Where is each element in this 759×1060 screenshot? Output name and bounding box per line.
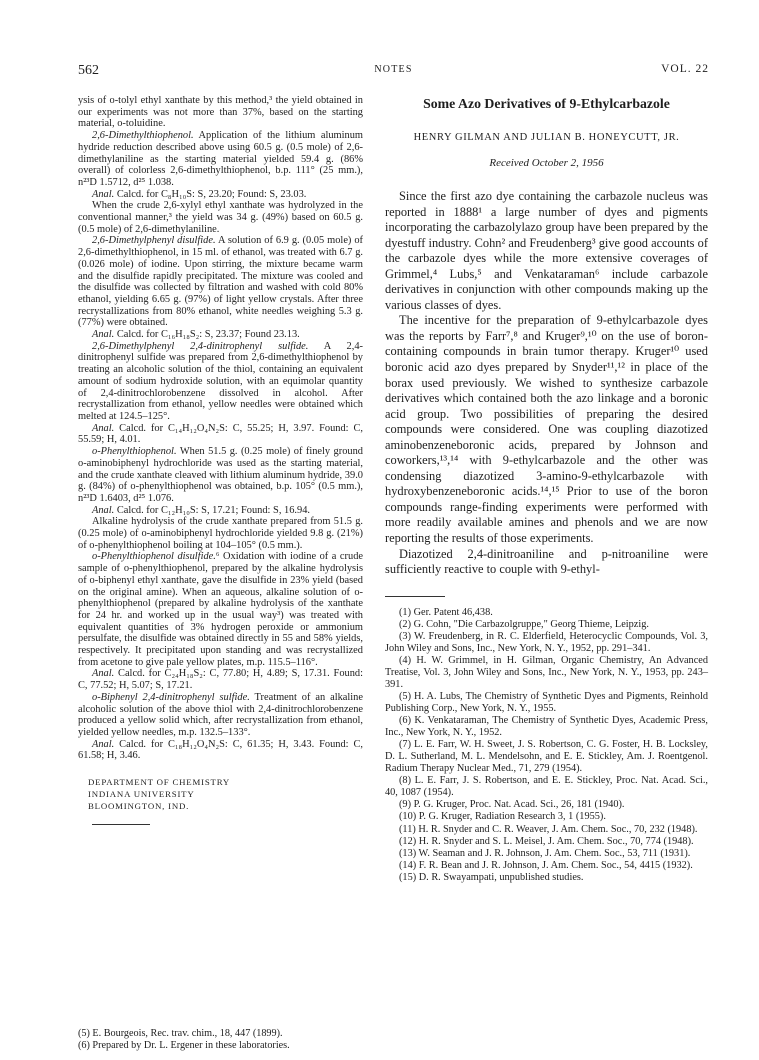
anal-label: Anal. (92, 329, 115, 341)
reference-item: (10) P. G. Kruger, Radiation Research 3, 1 (1955). (399, 811, 606, 823)
reference-item: (12) H. R. Snyder and S. L. Meisel, J. Am. Chem. Soc., 70, 774 (1948). (399, 835, 694, 847)
analysis-line (78, 189, 363, 201)
anal-label: Anal. (92, 188, 115, 200)
paragraph-body: Treatment of an alkaline alcoholic solution of the above thiol with 2,4-dinitrochlorobenzene produced a yellow solid which, after recrystallization from ethanol, yielded yellow needles, m.p. 132.5–133°. (78, 691, 363, 738)
paragraph-dimethylphenyl-disulfide (78, 235, 363, 329)
analysis-body: Calcd. for C₁₄H₁₂O₄N₂S: C, 55.25; H, 3.97. Found: C, 55.59; H, 4.01. (78, 422, 363, 446)
paragraph-phenylthiophenol-disulfide (78, 551, 363, 668)
article-title: Some Azo Derivatives of 9-Ethylcarbazole (423, 96, 670, 111)
received-date: Received October 2, 1956 (489, 157, 604, 169)
affiliation-line: DEPARTMENT OF CHEMISTRY (88, 777, 231, 788)
body-paragraph: Diazotized 2,4-dinitroaniline and p-nitroaniline were sufficiently reactive to couple with 9-ethyl- (385, 546, 708, 577)
paragraph-body: A 2,4-dinitrophenyl sulfide was prepared from 2,6-dimethylthiophenol by treating an alcoholic solution of the thiol, containing an equivalent amount of sodium hydroxide solution, with an equimolar quantity of 2,4-dinitrochlorobenzene dissolved in alcohol. After recrystallization from ethanol, yellow needles were obtained which melted at 124.5–125°. (78, 340, 363, 422)
analysis-body: Calcd. for C₁₂H₁₀S: S, 17.21; Found: S, 16.94. (114, 504, 310, 516)
reference-item: (7) L. E. Farr, W. H. Sweet, J. S. Robertson, C. G. Foster, H. B. Locksley, D. L. Sutherland, M. L. Mendelsohn, and E. E. Stickley, Am. J. Roentgenol. Radium Therapy Nuclear Med., 71, 279 (1954). (385, 739, 708, 775)
section-head: 2,6-Dimethylthiophenol. (92, 130, 194, 142)
page-number: 562 (78, 63, 99, 78)
analysis-line (78, 505, 363, 517)
article-authors: HENRY GILMAN AND JULIAN B. HONEYCUTT, JR. (413, 132, 680, 143)
analysis-line (78, 668, 363, 691)
right-column (385, 95, 708, 884)
section-head: o-Biphenyl 2,4-dinitrophenyl sulfide. (92, 691, 250, 703)
body-paragraph: The incentive for the preparation of 9-ethylcarbazole dyes was the reports by Farr⁷,⁸ and Kruger⁹,¹⁰ on the use of boron-containing compounds in brain tumor therapy. Kruger¹⁰ used boronic acid azo dyes prepared by Snyder¹¹,¹² in place of the borax used previously. We wished to synthesize carbazole derivatives which contained both the azo linkage and a boronic acid group. Two possibilities of preparing the desired compounds were considered. One was coupling diazotized aminobenzeneboronic acids, prepared by Johnson and coworkers,¹³,¹⁴ with 9-ethylcarbazole and the other was condensing diazotized 3-amino-9-ethylcarbazole with hydroxybenzeneboronic acids.¹⁴,¹⁵ Prior to use of the boron compounds range-finding experiments were performed with more readily available amines and phenols and we are now reporting the results of those experiments. (385, 313, 708, 546)
reference-item: (13) W. Seaman and J. R. Johnson, J. Am. Chem. Soc., 53, 711 (1931). (399, 847, 691, 859)
paragraph-body: ⁶ Oxidation with iodine of a crude sample of o-phenylthiophenol, prepared by the alkaline hydrolysis of o-biphenyl ethyl xanthate, gave the disulfide in 23% yield (based on the original amine). When an aqueous, alkaline solution of o-phenylthiophenol (prepared by alkaline hydrolysis of the xanthate for 24 hr. and worked up in the usual way³) was treated with equivalent quantities of 3% hydrogen peroxide or ammonium persulfate, the disulfide was obtained directly in 55 and 58% yields, respectively. It precipitated upon standing and was recrystallized from acetone to give pale yellow plates, m.p. 115.5–116°. (78, 551, 363, 668)
reference-item: (8) L. E. Farr, J. S. Robertson, and E. E. Stickley, Proc. Nat. Acad. Sci., 40, 1087 (1954). (385, 775, 708, 799)
analysis-body: Calcd. for C₁₆H₁₈S₂: S, 23.37; Found 23.13. (114, 329, 300, 341)
analysis-line (78, 423, 363, 446)
reference-item: (6) K. Venkataraman, The Chemistry of Synthetic Dyes, Academic Press, Inc., New York, N. Y., 1952. (385, 715, 708, 739)
anal-label: Anal. (92, 504, 115, 516)
body-paragraph: Since the first azo dye containing the carbazole nucleus was reported in 1888¹ a large number of dyes and pigments incorporating the carbazolylazo group have been prepared by the dyestuff industry. Cohn² and Freudenberg³ give good accounts of the carbazole dyes while the more extensive coverages of Grimmel,⁴ Lubs,⁵ and Venkataraman⁶ include carbazole derivatives in conjunction with other compounds making up the various classes of dyes. (385, 189, 708, 312)
paragraph-body: A solution of 6.9 g. (0.05 mole) of 2,6-dimethylthiophenol, in 15 ml. of ethanol, was treated with 6.7 g. (0.026 mole) of iodine. Upon stirring, the mixture became warm and the disulfide rapidly precipitated. The mixture was cooled and the disulfide was collected by filtration and washed with cold 80% ethanol, yielding 6.65 g. (97%) of light yellow crystals. After three recrystallizations from 80% ethanol, white needles weighing 5.3 g. (77%) were obtained. (78, 235, 363, 329)
reference-item: (4) H. W. Grimmel, in H. Gilman, Organic Chemistry, An Advanced Treatise, Vol. 3, John Wiley and Sons, Inc., New York, N. Y., 1953, pp. 243–391. (385, 654, 708, 690)
section-head: 2,6-Dimethylphenyl 2,4-dinitrophenyl sulfide. (92, 340, 309, 352)
paragraph-body: Application of the lithium aluminum hydride reduction described above using 60.5 g. (0.5 mole) of 2,6-dimethylaniline as the starting material yielded 59.4 g. (86% overall) of colorless 2,6-dimethylthiophenol, b.p. 111° (25 mm.), n²³D 1.5712, d²⁵ 1.038. (78, 130, 363, 188)
reference-item: (5) H. A. Lubs, The Chemistry of Synthetic Dyes and Pigments, Reinhold Publishing Corp., New York, N. Y., 1955. (385, 691, 708, 715)
paragraph-dinitrophenyl-sulfide (78, 341, 363, 423)
affiliation-block (78, 776, 363, 812)
paragraph-biphenyl-dinitrophenyl-sulfide (78, 692, 363, 739)
paragraph-dimethylthiophenol (78, 130, 363, 189)
anal-label: Anal. (92, 738, 115, 750)
section-head: o-Phenylthiophenol disulfide. (92, 551, 216, 563)
anal-label: Anal. (92, 668, 115, 680)
footnote-divider (385, 596, 445, 597)
reference-item: (3) W. Freudenberg, in R. C. Elderfield, Heterocyclic Compounds, Vol. 3, John Wiley and Sons, Inc., New York, N. Y., 1952, pp. 291–341. (385, 630, 708, 654)
running-header (78, 63, 709, 79)
analysis-body: Calcd. for C₁₈H₁₂O₄N₂S: C, 61.35; H, 3.43. Found: C, 61.58; H, 3.46. (78, 738, 363, 762)
footnote: (5) E. Bourgeois, Rec. trav. chim., 18, 447 (1899). (78, 1028, 283, 1039)
reference-item: (14) F. R. Bean and J. R. Johnson, J. Am. Chem. Soc., 54, 4415 (1932). (399, 859, 693, 871)
running-title: NOTES (374, 64, 413, 75)
analysis-body: Calcd. for C₂₄H₁₈S₂: C, 77.80; H, 4.89; S, 17.31. Found: C, 77.52; H, 5.07; S, 17.21. (78, 668, 363, 692)
affiliation-line: INDIANA UNIVERSITY (88, 789, 195, 800)
reference-item: (15) D. R. Swayampati, unpublished studies. (399, 871, 584, 883)
paragraph-continuation: ysis of o-tolyl ethyl xanthate by this method,³ the yield obtained in our experiments was not more than 37%, based on the starting material, o-toluidine. (78, 95, 363, 130)
paragraph-body: When 51.5 g. (0.25 mole) of finely ground o-aminobiphenyl hydrochloride was used as the starting material, and the crude xanthate cleaved with lithium aluminum hydride, 39.0 g. (84%) of o-phenylthiophenol was obtained, b.p. 105° (0.5 mm.), n²³D 1.6403, d²⁵ 1.076. (78, 446, 363, 504)
paragraph-alkaline-hydrolysis: Alkaline hydrolysis of the crude xanthate prepared from 51.5 g. (0.25 mole) of o-aminobiphenyl hydrochloride yielded 9.8 g. (21%) of o-phenylthiophenol boiling at 104–105° (0.5 mm.). (78, 516, 363, 551)
analysis-line (78, 329, 363, 341)
reference-item: (11) H. R. Snyder and C. R. Weaver, J. Am. Chem. Soc., 70, 232 (1948). (399, 823, 698, 835)
affiliation-line: BLOOMINGTON, IND. (88, 801, 190, 812)
section-head: 2,6-Dimethylphenyl disulfide. (92, 235, 216, 247)
section-head: o-Phenylthiophenol. (92, 446, 177, 458)
analysis-body: Calcd. for C₈H₁₀S: S, 23.20; Found: S, 23.03. (114, 188, 307, 200)
reference-item: (1) Ger. Patent 46,438. (399, 606, 493, 618)
footnote-divider (92, 824, 150, 825)
paragraph-phenylthiophenol (78, 446, 363, 505)
volume-label: VOL. 22 (661, 63, 709, 75)
footnote: (6) Prepared by Dr. L. Ergener in these laboratories. (78, 1040, 290, 1051)
references-list (385, 607, 708, 884)
paragraph-hydrolysis: When the crude 2,6-xylyl ethyl xanthate was hydrolyzed in the conventional manner,³ the yield was 34 g. (49%) based on 60.5 g. (0.5 mole) of 2,6-dimethylaniline. (78, 200, 363, 235)
analysis-line (78, 739, 363, 762)
left-column (78, 95, 363, 825)
reference-item: (9) P. G. Kruger, Proc. Nat. Acad. Sci., 26, 181 (1940). (399, 799, 625, 811)
reference-item: (2) G. Cohn, "Die Carbazolgruppe," Georg Thieme, Leipzig. (399, 618, 649, 630)
anal-label: Anal. (92, 422, 115, 434)
